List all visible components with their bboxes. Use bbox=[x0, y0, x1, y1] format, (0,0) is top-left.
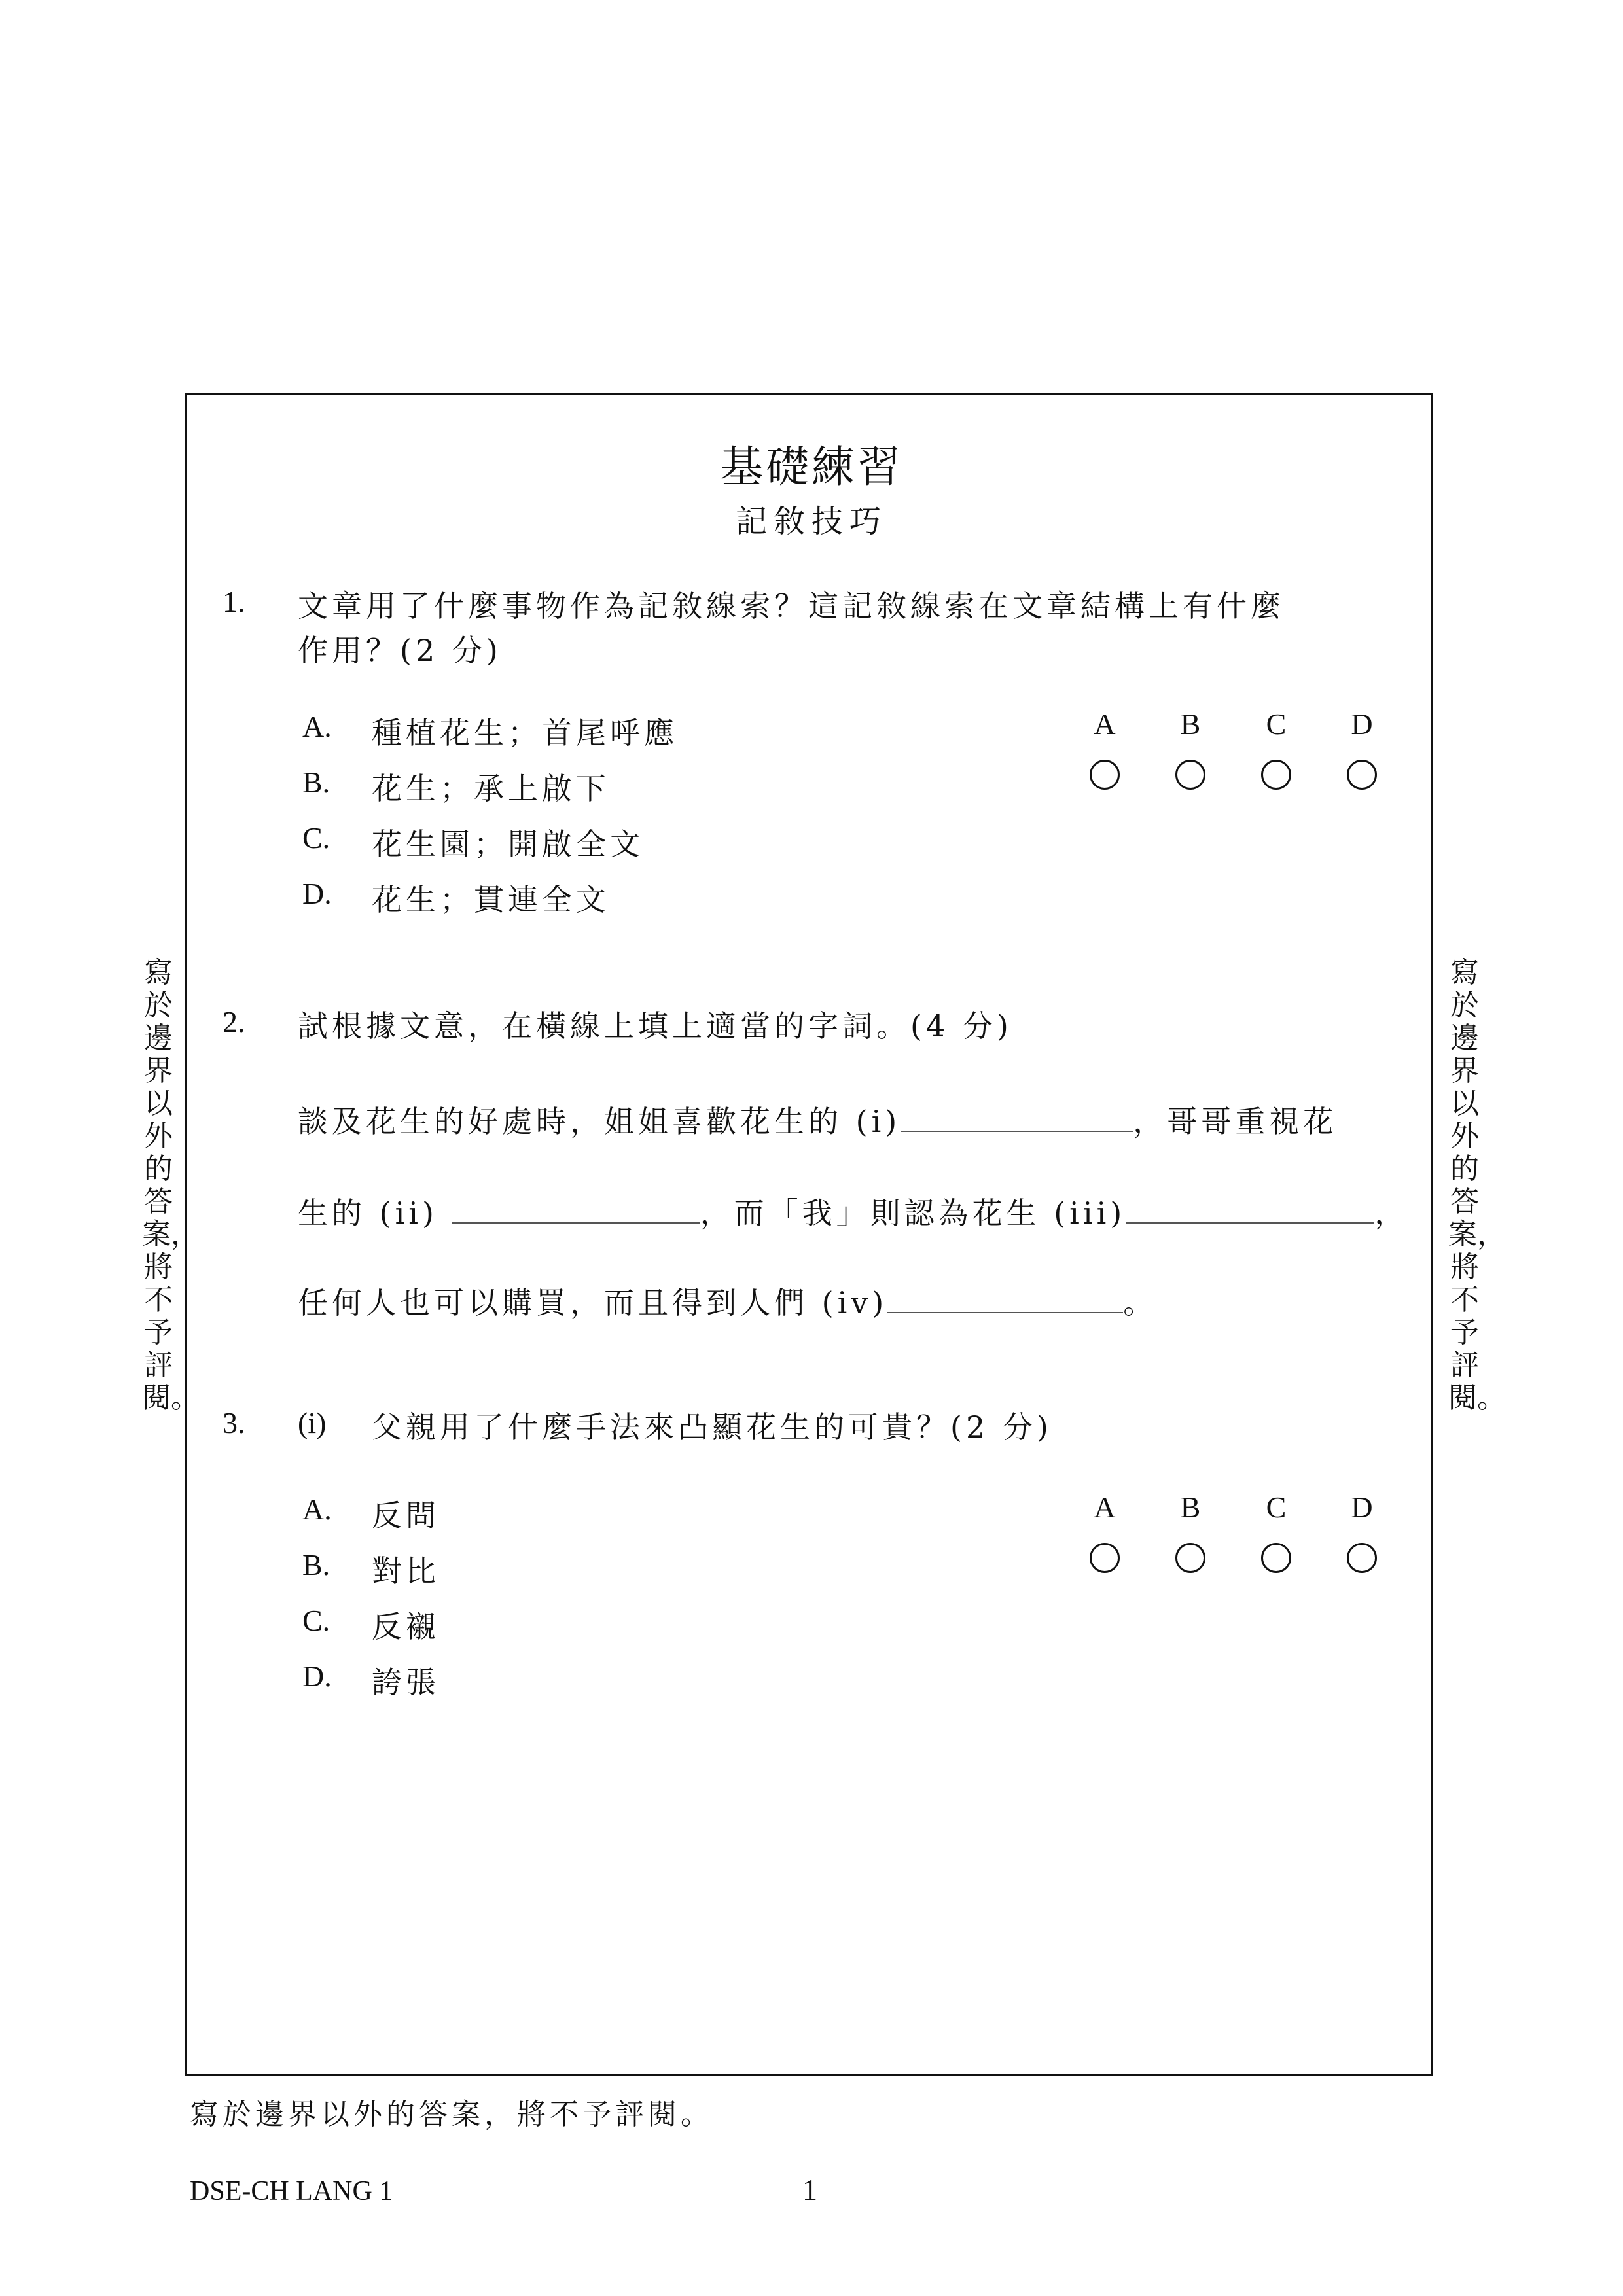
q1-bubble-label-d: D bbox=[1351, 707, 1373, 741]
q3-option-c-letter: C. bbox=[302, 1604, 330, 1637]
q3-number: 3. bbox=[223, 1406, 245, 1439]
q1-answer-bubble-d[interactable] bbox=[1347, 760, 1377, 790]
q1-bubble-label-c: C bbox=[1266, 707, 1287, 741]
footer-paper-code: DSE-CH LANG 1 bbox=[190, 2176, 393, 2206]
q2-text-2a: 生的 (ii) bbox=[298, 1195, 438, 1231]
q2-passage-line1 bbox=[298, 1098, 1337, 1141]
q2-number: 2. bbox=[223, 1005, 245, 1038]
q2-blank-iv[interactable] bbox=[887, 1286, 1123, 1313]
q1-option-d-text: 花生；貫連全文 bbox=[372, 882, 610, 917]
q2-text-2c: ， bbox=[1374, 1195, 1409, 1231]
q3-option-c-text: 反襯 bbox=[372, 1609, 440, 1644]
q2-text-3a: 任何人也可以購買，而且得到人們 (iv) bbox=[298, 1285, 888, 1320]
right-margin-note: 寫於邊界以外的答案，將不予評閱。 bbox=[1448, 956, 1506, 1415]
q3-option-d-text: 誇張 bbox=[372, 1665, 440, 1700]
footer-warning: 寫於邊界以外的答案，將不予評閱。 bbox=[190, 2098, 713, 2131]
q3-answer-bubble-a[interactable] bbox=[1090, 1543, 1120, 1573]
q2-blank-i[interactable] bbox=[901, 1104, 1133, 1132]
q3-option-d-letter: D. bbox=[302, 1659, 332, 1693]
q1-option-b-letter: B. bbox=[302, 766, 330, 799]
q1-answer-bubble-a[interactable] bbox=[1090, 760, 1120, 790]
q1-number: 1. bbox=[223, 585, 245, 618]
q2-text-2b: ，而「我」則認為花生 (iii) bbox=[700, 1195, 1126, 1231]
q2-instruction: 試根據文意，在橫線上填上適當的字詞。(4 分) bbox=[298, 1008, 1012, 1044]
q1-option-c-text: 花生園；開啟全文 bbox=[372, 826, 644, 862]
q3-bubble-label-d: D bbox=[1351, 1491, 1373, 1524]
q1-text-line1: 文章用了什麼事物作為記敘線索？這記敘線索在文章結構上有什麼 bbox=[298, 588, 1285, 624]
q3-bubble-label-c: C bbox=[1266, 1491, 1287, 1524]
q1-option-b-text: 花生；承上啟下 bbox=[372, 771, 610, 806]
q2-text-1a: 談及花生的好處時，姐姐喜歡花生的 (i) bbox=[298, 1104, 901, 1139]
left-margin-note: 寫於邊界以外的答案，將不予評閱。 bbox=[142, 956, 200, 1415]
q3-bubble-label-a: A bbox=[1094, 1491, 1116, 1524]
q2-passage-line3 bbox=[298, 1279, 1157, 1322]
q2-passage-line2 bbox=[298, 1190, 1408, 1233]
q3-option-b-letter: B. bbox=[302, 1548, 330, 1581]
q3-option-a-text: 反問 bbox=[372, 1498, 440, 1533]
q3-option-a-letter: A. bbox=[302, 1492, 332, 1526]
q2-text-3b: 。 bbox=[1123, 1285, 1158, 1320]
q1-bubble-label-a: A bbox=[1094, 707, 1116, 741]
q3-bubble-label-b: B bbox=[1180, 1491, 1201, 1524]
q3-answer-bubble-c[interactable] bbox=[1261, 1543, 1291, 1573]
q1-text-line2: 作用？(2 分) bbox=[298, 633, 502, 668]
q3-question-text: 父親用了什麼手法來凸顯花生的可貴？(2 分) bbox=[372, 1409, 1052, 1445]
page-subtitle: 記敘技巧 bbox=[735, 503, 887, 540]
q2-blank-ii[interactable] bbox=[452, 1196, 700, 1224]
q1-answer-bubble-b[interactable] bbox=[1175, 760, 1205, 790]
q2-blank-iii[interactable] bbox=[1126, 1196, 1374, 1224]
q3-option-b-text: 對比 bbox=[372, 1553, 440, 1589]
q1-option-d-letter: D. bbox=[302, 877, 332, 910]
q2-text-1b: ，哥哥重視花 bbox=[1133, 1104, 1338, 1139]
q1-bubble-label-b: B bbox=[1180, 707, 1201, 741]
q1-answer-bubble-c[interactable] bbox=[1261, 760, 1291, 790]
page-number: 1 bbox=[802, 2173, 817, 2206]
q1-option-a-letter: A. bbox=[302, 710, 332, 743]
q3-subpart: (i) bbox=[298, 1406, 327, 1439]
q1-option-a-text: 種植花生；首尾呼應 bbox=[372, 715, 678, 751]
q1-option-c-letter: C. bbox=[302, 821, 330, 855]
q3-answer-bubble-d[interactable] bbox=[1347, 1543, 1377, 1573]
page-title: 基礎練習 bbox=[720, 442, 903, 492]
q3-answer-bubble-b[interactable] bbox=[1175, 1543, 1205, 1573]
